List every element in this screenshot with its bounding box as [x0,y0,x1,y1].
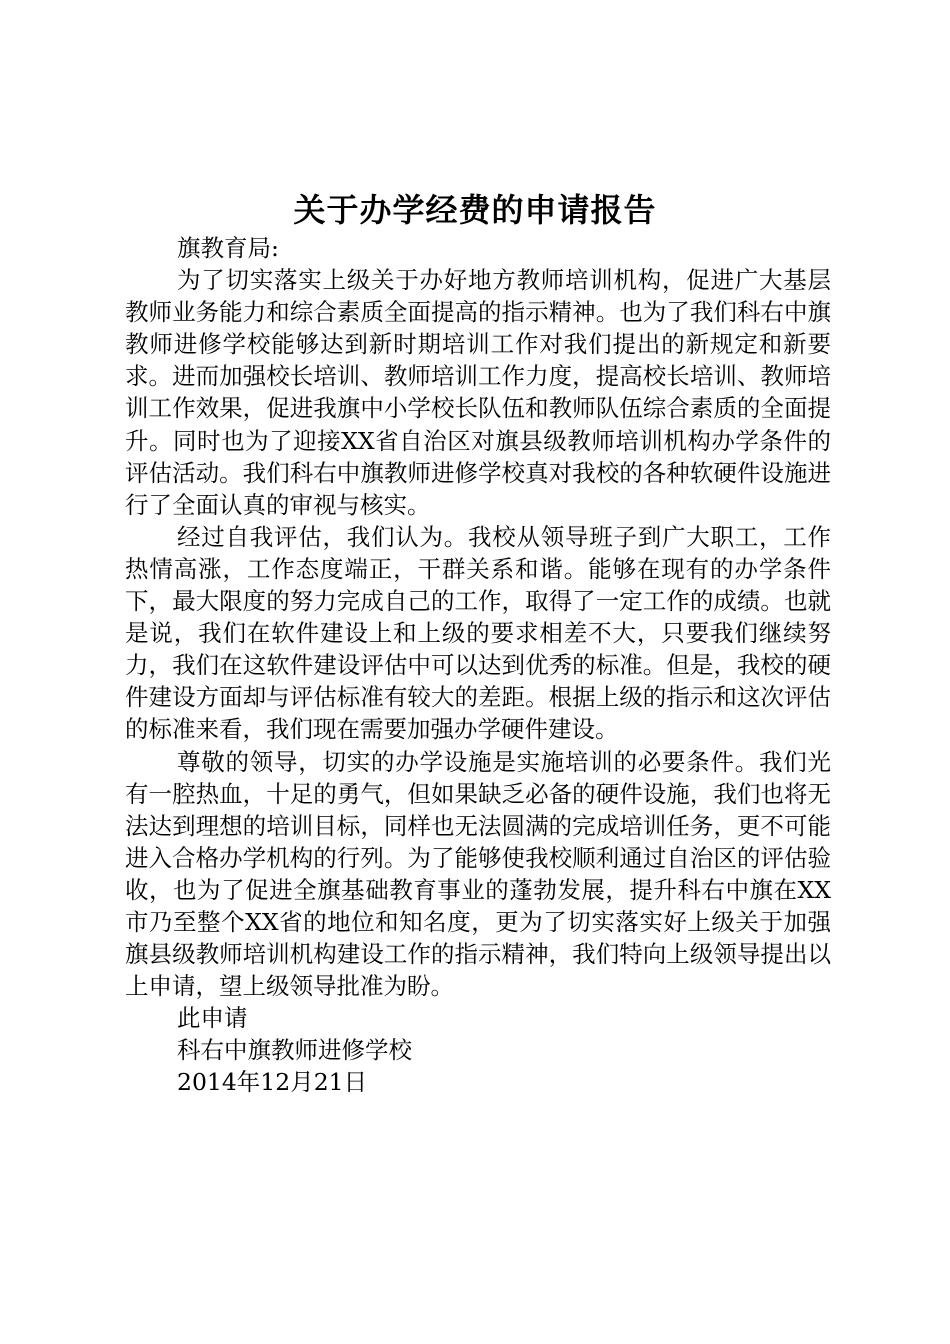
document-title: 关于办学经费的申请报告 [293,191,657,229]
salutation: 旗教育局: [177,234,279,262]
paragraph-1: 为了切实落实上级关于办好地方教师培训机构，促进广大基层教师业务能力和综合素质全面提高的指示精神。也为了我们科右中旗教师进修学校能够达到新时期培训工作对我们提出的新规定和新要求。进而加强校长培训、教师培训工作力度，提高校长培训、教师培训工作效果，促进我旗中小学校长队伍和教师队伍综合素质的全面提升。同时也为了迎接XX省自治区对旗县级教师培训机构办学条件的评估活动。我们科右中旗教师进修学校真对我校的各种软硬件设施进行了全面认真的审视与核实。 [125,266,831,519]
paragraph-2: 经过自我评估，我们认为。我校从领导班子到广大职工，工作热情高涨，工作态度端正，干群关系和谐。能够在现有的办学条件下，最大限度的努力完成自己的工作，取得了一定工作的成绩。也就是说，我们在软件建设上和上级的要求相差不大，只要我们继续努力，我们在这软件建设评估中可以达到优秀的标准。但是，我校的硬件建设方面却与评估标准有较大的差距。根据上级的指示和这次评估的标准来看，我们现在需要加强办学硬件建设。 [125,522,831,744]
date: 2014年12月21日 [177,1068,368,1097]
signature: 科右中旗教师进修学校 [177,1036,412,1065]
closing-line: 此申请 [177,1004,248,1033]
document-body [125,232,831,1099]
paragraph-3: 尊敬的领导，切实的办学设施是实施培训的必要条件。我们光有一腔热血，十足的勇气，但如果缺乏必备的硬件设施，我们也将无法达到理想的培训目标，同样也无法圆满的完成培训任务，更不可能进入合格办学机构的行列。为了能够使我校顺利通过自治区的评估验收，也为了促进全旗基础教育事业的蓬勃发展，提升科右中旗在XX市乃至整个XX省的地位和知名度，更为了切实落实好上级关于加强旗县级教师培训机构建设工作的指示精神，我们特向上级领导提出以上申请，望上级领导批准为盼。 [125,747,831,1001]
